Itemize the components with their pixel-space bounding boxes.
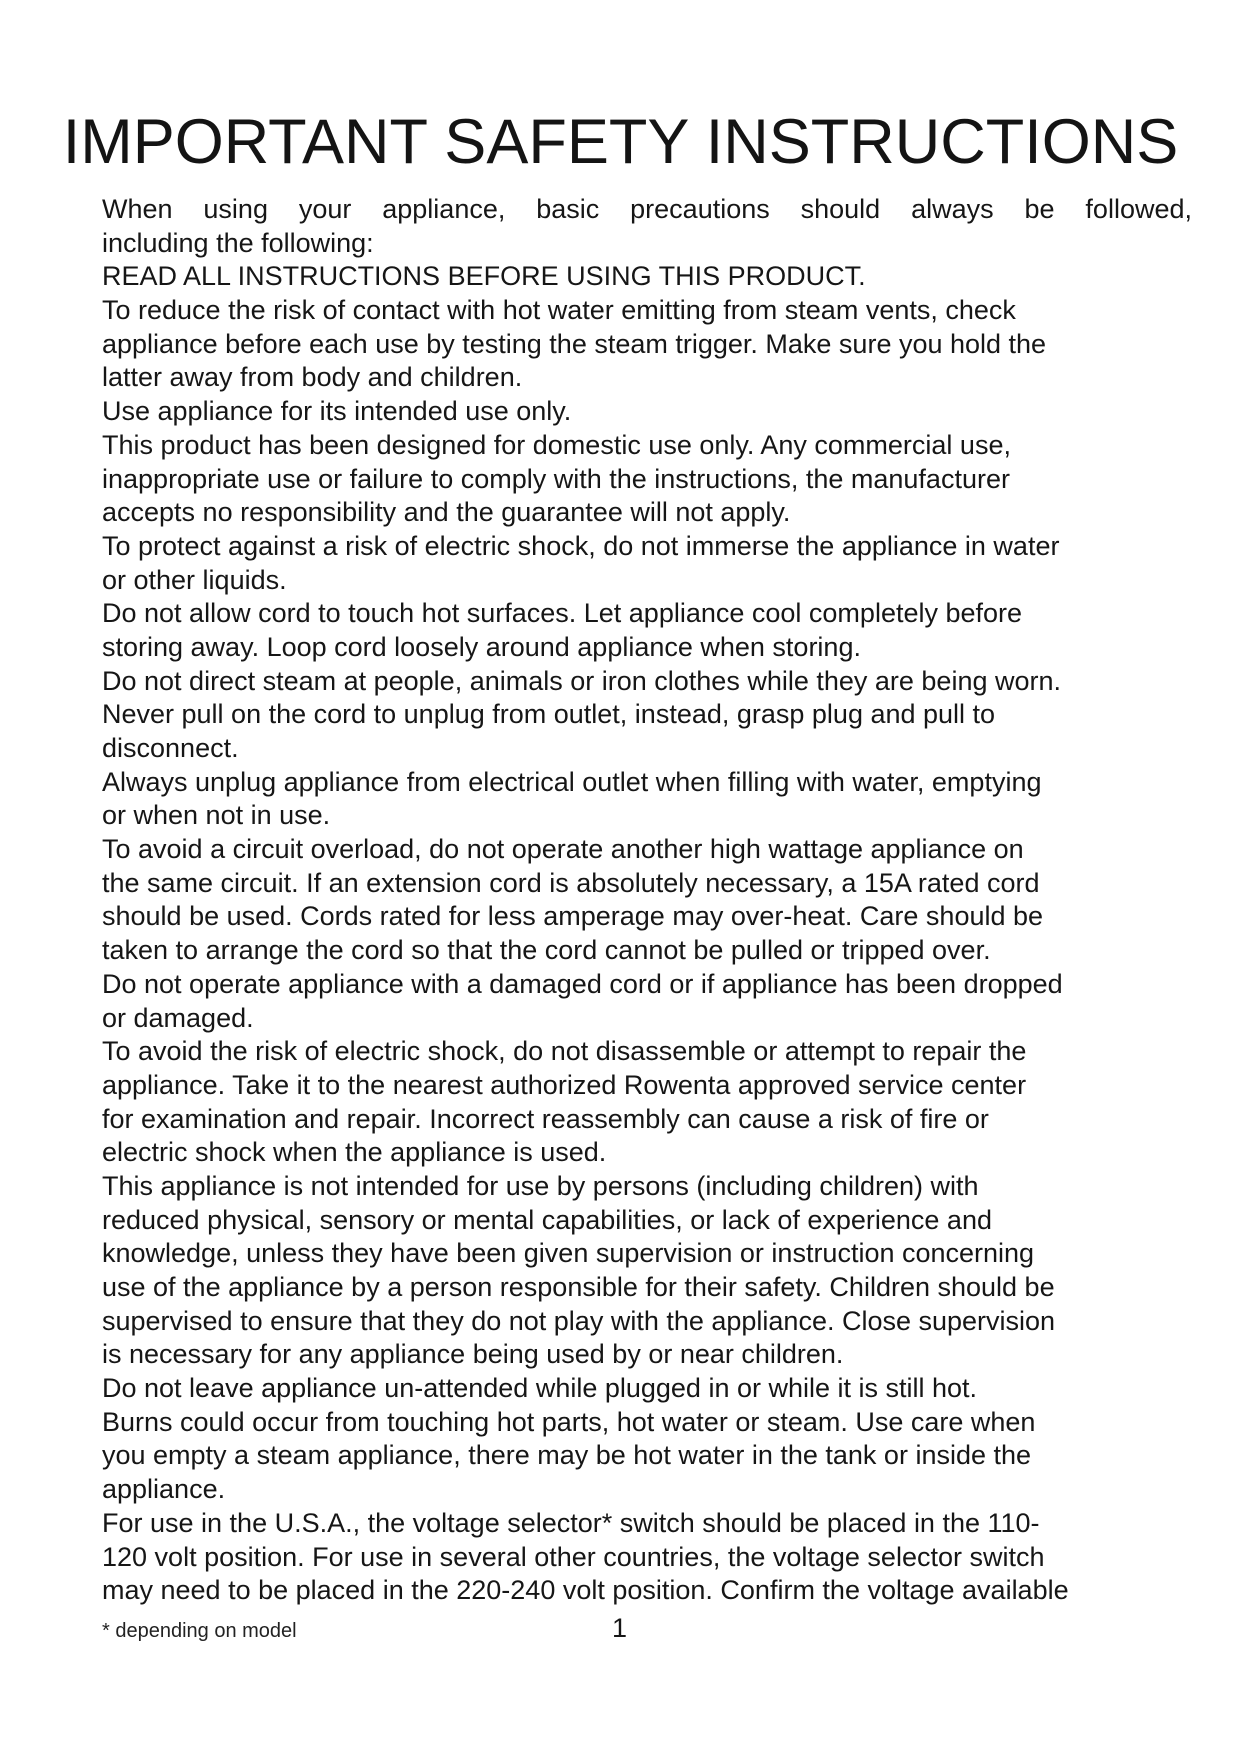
text-line: for examination and repair. Incorrect reassembly can cause a risk of fire or	[102, 1103, 989, 1134]
text-line: may need to be placed in the 220-240 volt position. Confirm the voltage available	[102, 1575, 1069, 1606]
text-line: storing away. Loop cord loosely around appliance when storing.	[102, 631, 861, 662]
text-line: or other liquids.	[102, 564, 287, 595]
text-line: appliance before each use by testing the steam trigger. Make sure you hold the	[102, 328, 1047, 359]
text-line: appliance.	[102, 1474, 226, 1505]
text-line: taken to arrange the cord so that the cord cannot be pulled or tripped over.	[102, 935, 991, 966]
text-line: electric shock when the appliance is used.	[102, 1137, 607, 1168]
text-line: Do not allow cord to touch hot surfaces. Let appliance cool completely before	[102, 598, 1023, 629]
text-line: inappropriate use or failure to comply with the instructions, the manufacturer	[102, 463, 1010, 494]
text-line: should be used. Cords rated for less amperage may over-heat. Care should be	[102, 901, 1044, 932]
text-line: When using your appliance, basic precautions should always be followed,	[102, 194, 1192, 224]
footnote: * depending on model	[102, 1620, 297, 1642]
text-line: Do not operate appliance with a damaged cord or if appliance has been dropped	[102, 968, 1063, 999]
text-line: Burns could occur from touching hot parts, hot water or steam. Use care when	[102, 1406, 1036, 1437]
text-line: This appliance is not intended for use by persons (including children) with	[102, 1170, 979, 1201]
text-line: This product has been designed for domestic use only. Any commercial use,	[102, 429, 1011, 460]
text-line: reduced physical, sensory or mental capabilities, or lack of experience and	[102, 1204, 992, 1235]
text-line: use of the appliance by a person responsible for their safety. Children should be	[102, 1272, 1055, 1302]
text-line: READ ALL INSTRUCTIONS BEFORE USING THIS PRODUCT.	[102, 261, 866, 292]
text-line: Never pull on the cord to unplug from outlet, instead, grasp plug and pull to	[102, 699, 996, 730]
instructions-body	[102, 193, 1192, 1608]
text-line: disconnect.	[102, 733, 239, 763]
text-line: To protect against a risk of electric shock, do not immerse the appliance in water	[102, 530, 1060, 561]
text-line: or damaged.	[102, 1002, 254, 1033]
text-line: the same circuit. If an extension cord is absolutely necessary, a 15A rated cord	[102, 867, 1040, 898]
text-line: For use in the U.S.A., the voltage selector* switch should be placed in the 110-	[102, 1507, 1040, 1538]
text-line: accepts no responsibility and the guarantee will not apply.	[102, 497, 791, 528]
text-line: Do not leave appliance un-attended while plugged in or while it is still hot.	[102, 1373, 978, 1404]
text-line: 120 volt position. For use in several other countries, the voltage selector switch	[102, 1541, 1045, 1572]
text-line: Do not direct steam at people, animals or iron clothes while they are being worn.	[102, 665, 1062, 696]
text-line: you empty a steam appliance, there may be hot water in the tank or inside the	[102, 1440, 1032, 1471]
text-line: latter away from body and children.	[102, 362, 523, 393]
text-line: or when not in use.	[102, 800, 331, 831]
text-line: is necessary for any appliance being used by or near children.	[102, 1339, 844, 1370]
text-line: To avoid the risk of electric shock, do not disassemble or attempt to repair the	[102, 1036, 1027, 1067]
text-line: knowledge, unless they have been given supervision or instruction concerning	[102, 1238, 1035, 1269]
text-line: including the following:	[102, 227, 374, 258]
text-line: appliance. Take it to the nearest authorized Rowenta approved service center	[102, 1069, 1027, 1100]
page-number: 1	[612, 1613, 628, 1643]
text-line: To reduce the risk of contact with hot water emitting from steam vents, check	[102, 295, 1016, 326]
text-line: To avoid a circuit overload, do not operate another high wattage appliance on	[102, 834, 1024, 865]
text-line: Always unplug appliance from electrical outlet when filling with water, emptying	[102, 766, 1042, 797]
text-line: supervised to ensure that they do not play with the appliance. Close supervision	[102, 1305, 1056, 1336]
page-title: IMPORTANT SAFETY INSTRUCTIONS	[62, 107, 1179, 177]
text-line: Use appliance for its intended use only.	[102, 396, 572, 427]
